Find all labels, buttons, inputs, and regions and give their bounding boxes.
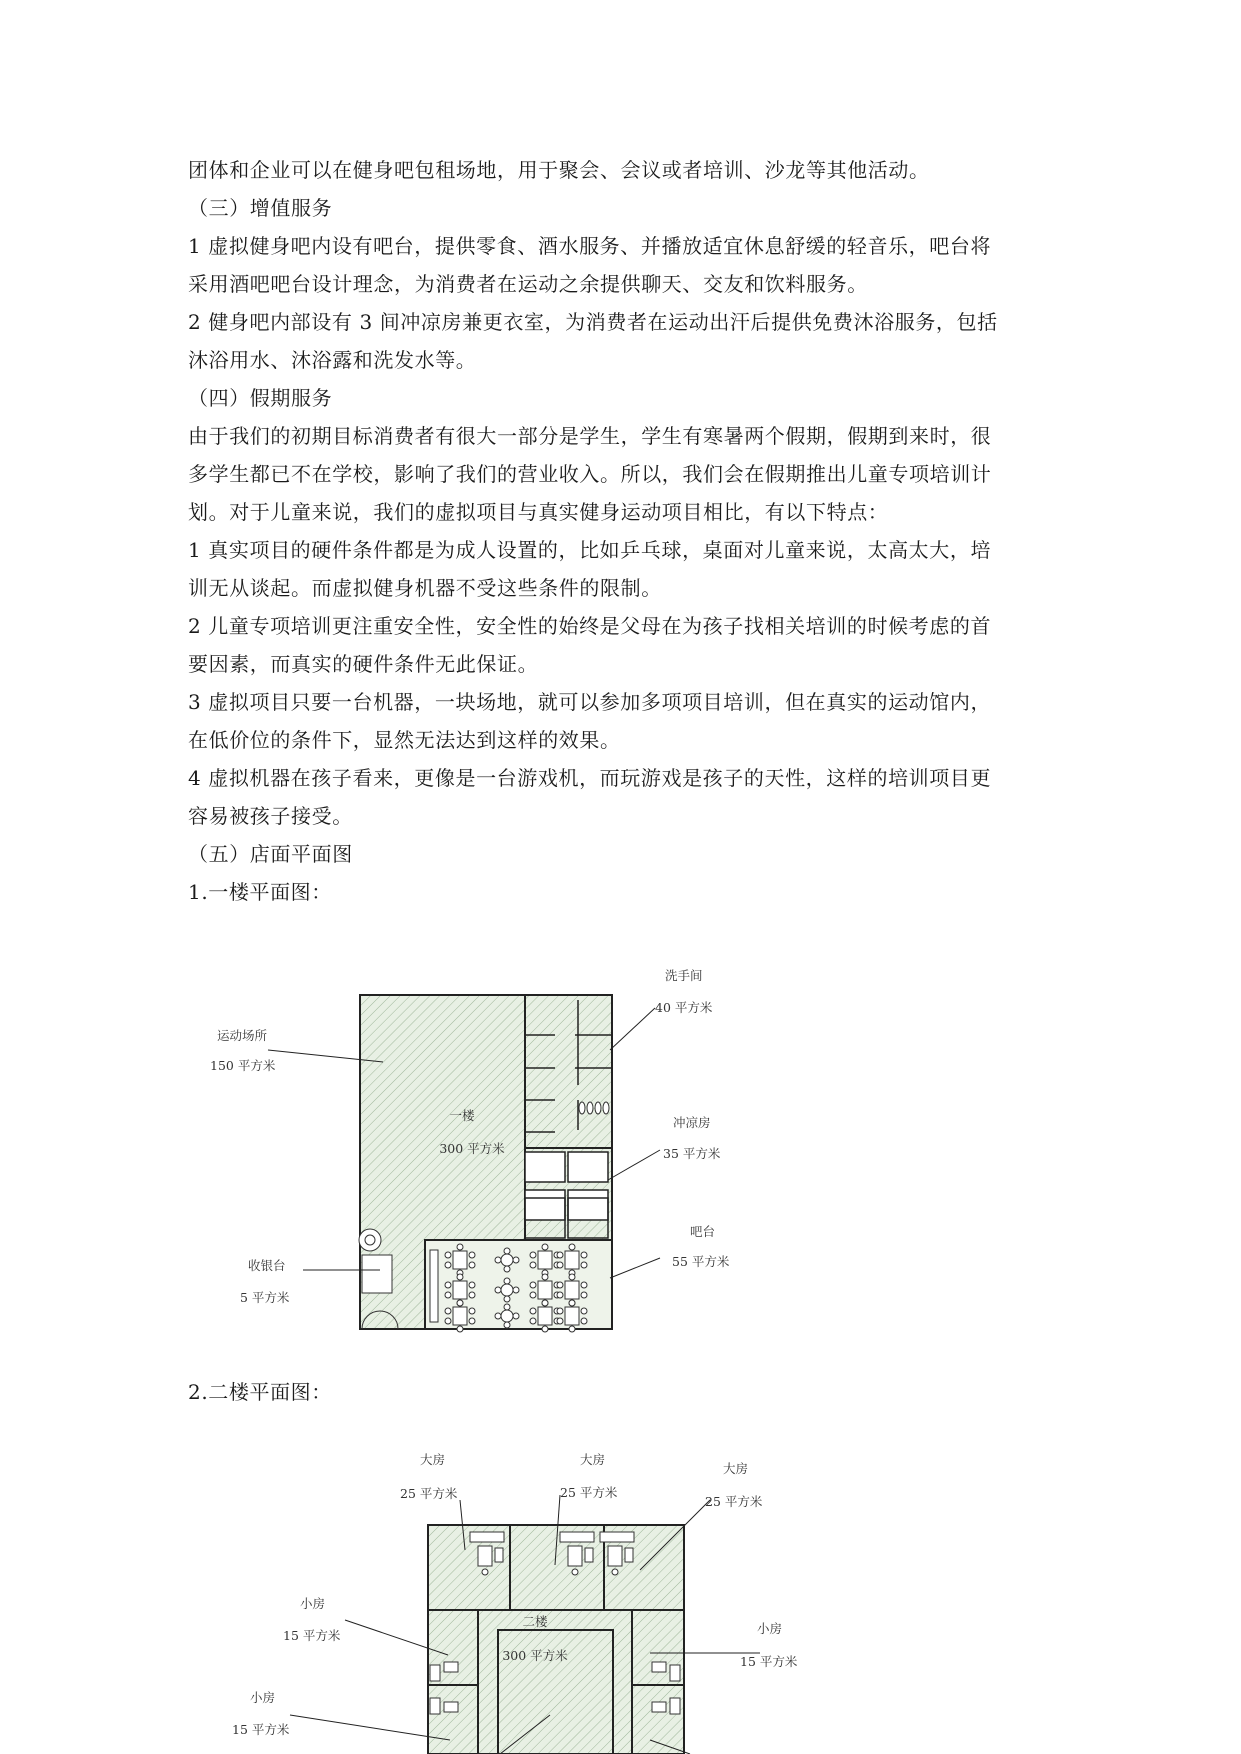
- floor2-room-name: 小房: [300, 1596, 326, 1611]
- floor1-room-area: 55 平方米: [672, 1254, 730, 1269]
- floor1-room-name: 运动场所: [217, 1028, 268, 1043]
- floor2-room-area: 25 平方米: [560, 1485, 618, 1500]
- floor2-room-area: 25 平方米: [400, 1486, 458, 1501]
- floor2-room-area: 15 平方米: [283, 1628, 341, 1643]
- text-line: 3 虚拟项目只要一台机器，一块场地，就可以参加多项项目培训，但在真实的运动馆内，: [188, 690, 992, 714]
- floor2-room-name: 大房: [723, 1461, 749, 1476]
- text-line: 要因素，而真实的硬件条件无此保证。: [188, 652, 539, 676]
- section-heading: （三）增值服务: [188, 196, 333, 220]
- text-line: 在低价位的条件下，显然无法达到这样的效果。: [188, 728, 621, 752]
- section-heading: （四）假期服务: [188, 386, 333, 410]
- text-line: 1 虚拟健身吧内设有吧台，提供零食、酒水服务、并播放适宜休息舒缓的轻音乐，吧台将: [188, 234, 992, 258]
- floor2-room-name: 小房: [250, 1690, 276, 1705]
- floor1-room-name: 吧台: [690, 1224, 716, 1239]
- floor1-plan: [0, 950, 1241, 1340]
- text-line: 容易被孩子接受。: [188, 804, 353, 828]
- text-line: 沐浴用水、沐浴露和洗发水等。: [188, 348, 477, 372]
- floor2-room-area: 25 平方米: [705, 1494, 763, 1509]
- text-line: 4 虚拟机器在孩子看来，更像是一台游戏机，而玩游戏是孩子的天性，这样的培训项目更: [188, 766, 992, 790]
- section-heading: （五）店面平面图: [188, 842, 353, 866]
- floor2-room-name: 大房: [580, 1452, 606, 1467]
- figure-heading: 2.二楼平面图：: [188, 1380, 332, 1404]
- floor2-room-name: 大房: [420, 1452, 446, 1467]
- floor2-plan: [0, 1440, 1241, 1754]
- floor1-center-area: 300 平方米: [439, 1141, 505, 1156]
- text-line: 划。对于儿童来说，我们的虚拟项目与真实健身运动项目相比，有以下特点：: [188, 500, 889, 524]
- text-line: 多学生都已不在学校，影响了我们的营业收入。所以，我们会在假期推出儿童专项培训计: [188, 462, 992, 486]
- text-line: 由于我们的初期目标消费者有很大一部分是学生，学生有寒暑两个假期，假期到来时，很: [188, 424, 992, 448]
- floor2-room-name: 小房: [757, 1621, 783, 1636]
- floor1-room-name: 收银台: [248, 1258, 286, 1273]
- figure-heading: 1.一楼平面图：: [188, 880, 332, 904]
- text-line: 1 真实项目的硬件条件都是为成人设置的，比如乒乓球，桌面对儿童来说，太高太大，培: [188, 538, 992, 562]
- floor1-room-area: 5 平方米: [240, 1290, 290, 1305]
- floor1-room-name: 冲凉房: [673, 1115, 711, 1130]
- floor1-center-name: 一楼: [449, 1108, 475, 1123]
- body-text: [188, 151, 1058, 911]
- floor2-center-name: 二楼: [522, 1614, 548, 1629]
- text-line: 2 健身吧内部设有 3 间冲凉房兼更衣室，为消费者在运动出汗后提供免费沐浴服务，包括: [188, 310, 998, 334]
- text-line: 采用酒吧吧台设计理念，为消费者在运动之余提供聊天、交友和饮料服务。: [188, 272, 868, 296]
- floor1-room-area: 150 平方米: [210, 1058, 276, 1073]
- text-line: 训无从谈起。而虚拟健身机器不受这些条件的限制。: [188, 576, 662, 600]
- floor1-room-name: 洗手间: [665, 968, 703, 983]
- text-line: 团体和企业可以在健身吧包租场地，用于聚会、会议或者培训、沙龙等其他活动。: [188, 158, 930, 182]
- floor2-room-area: 15 平方米: [740, 1654, 798, 1669]
- floor1-room-area: 40 平方米: [655, 1000, 713, 1015]
- floor2-center-area: 300 平方米: [502, 1648, 568, 1663]
- floor1-room-area: 35 平方米: [663, 1146, 721, 1161]
- text-line: 2 儿童专项培训更注重安全性，安全性的始终是父母在为孩子找相关培训的时候考虑的首: [188, 614, 992, 638]
- floor2-room-area: 15 平方米: [232, 1722, 290, 1737]
